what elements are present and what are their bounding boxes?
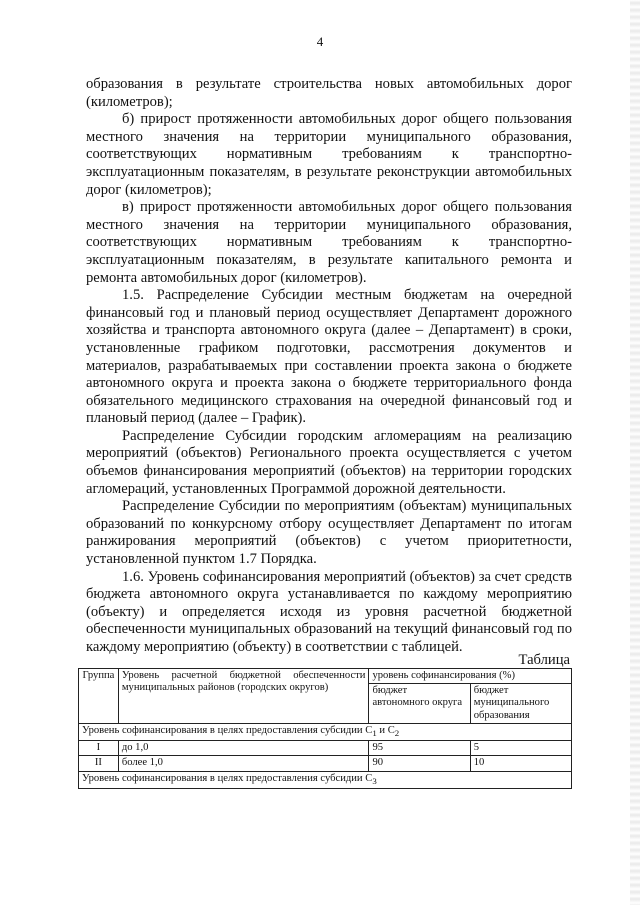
cell-group: I xyxy=(79,741,119,756)
table-section-row xyxy=(79,771,572,788)
section-text: Уровень софинансирования в целях предоставления субсидии С xyxy=(82,724,373,736)
header-level: Уровень расчетной бюджетной обеспеченности муниципальных районов (городских округов) xyxy=(118,669,369,724)
paragraph: образования в результате строительства новых автомобильных дорог (километров); xyxy=(86,76,572,110)
paragraph: б) прирост протяженности автомобильных дорог общего пользования местного значения на территории муниципального образования, соответствующих нормативным требованиям к транспортно-эксплуатационным показателям, в результате реконструкции автомобильных дорог (километров); xyxy=(86,111,572,198)
section-text: и С xyxy=(376,724,395,736)
subscript: 2 xyxy=(394,727,400,738)
cell-level: более 1,0 xyxy=(118,756,369,771)
header-municipal-budget: бюджет муниципального образования xyxy=(470,684,571,724)
section-c3 xyxy=(79,771,572,788)
scan-edge xyxy=(630,0,640,905)
cell-level: до 1,0 xyxy=(118,741,369,756)
table-caption: Таблица xyxy=(518,652,570,668)
cell-municipal: 5 xyxy=(470,741,571,756)
header-group: Группа xyxy=(79,669,119,724)
cofinancing-table xyxy=(78,668,572,789)
page-number: 4 xyxy=(316,34,324,49)
header-cofinancing: уровень софинансирования (%) xyxy=(369,669,572,684)
paragraph: Распределение Субсидии по мероприятиям (объектам) муниципальных образований по конкурсному отбору осуществляет Департамент по итогам ранжирования мероприятий (объектов) с учетом приоритетности, установленной пунктом 1.7 Порядка. xyxy=(86,498,572,568)
paragraph: 1.6. Уровень софинансирования мероприятий (объектов) за счет средств бюджета автономного округа устанавливается по каждому мероприятию (объекту) и определяется исходя из уровня расчетной бюджетной обеспеченности муниципальных образований на текущий финансовый год по каждому мероприятию (объекту) в соответствии с таблицей. xyxy=(86,568,572,655)
table-section-row xyxy=(79,723,572,740)
cell-municipal: 10 xyxy=(470,756,571,771)
paragraph: Распределение Субсидии городским агломерациям на реализацию мероприятий (объектов) Регионального проекта осуществляется с учетом объемов финансирования мероприятий (объектов) на территории городских агломераций, установленных Программой дорожной деятельности. xyxy=(86,427,572,497)
table-row xyxy=(79,756,572,771)
header-regional-budget: бюджет автономного округа xyxy=(369,684,470,724)
paragraph: 1.5. Распределение Субсидии местным бюджетам на очередной финансовый год и плановый период осуществляет Департамент дорожного хозяйства и транспорта автономного округа (далее – Департамент) в сроки, установленные графиком подготовки, рассмотрения документов и материалов, разрабатываемых при составлении проекта закона о бюджете автономного округа и проекта закона о бюджете территориального фонда обязательного медицинского страхования на очередной финансовый год и плановый период (далее – График). xyxy=(86,287,572,427)
cell-regional: 90 xyxy=(369,756,470,771)
cell-group: II xyxy=(79,756,119,771)
section-text: Уровень софинансирования в целях предоставления субсидии С xyxy=(82,772,373,784)
subscript: 3 xyxy=(372,775,377,786)
table-header-row xyxy=(79,669,572,684)
paragraph: в) прирост протяженности автомобильных дорог общего пользования местного значения на территории муниципального образования, соответствующих нормативным требованиям к транспортно-эксплуатационным показателям, в результате капитального ремонта и ремонта автомобильных дорог (километров). xyxy=(86,199,572,286)
subscript: 1 xyxy=(372,727,377,738)
cell-regional: 95 xyxy=(369,741,470,756)
table-row xyxy=(79,741,572,756)
section-c1-c2 xyxy=(79,723,572,740)
body-text xyxy=(86,76,572,657)
